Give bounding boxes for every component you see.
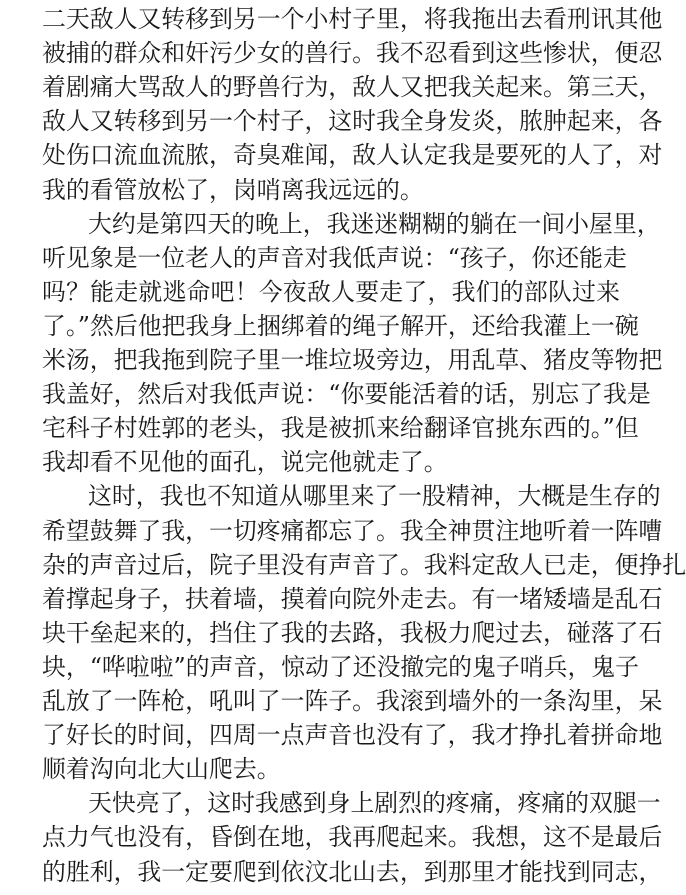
- text-line: 我的看管放松了，岗哨离我远远的。: [42, 175, 424, 204]
- text-line: 敌人又转移到另一个村子，这时我全身发炎，脓肿起来，各: [42, 107, 663, 136]
- text-line: 我盖好，然后对我低声说：“你要能活着的话，别忘了我是: [42, 380, 651, 409]
- paragraph-start-line: 天快亮了，这时我感到身上剧烈的疼痛，疼痛的双腿一: [88, 789, 661, 818]
- text-line: 点力气也没有，昏倒在地，我再爬起来。我想，这不是最后: [42, 823, 663, 852]
- text-line: 块，“哗啦啦”的声音，惊动了还没撤完的鬼子哨兵，鬼子: [42, 652, 640, 681]
- text-line: 乱放了一阵枪，吼叫了一阵子。我滚到墙外的一条沟里，呆: [42, 687, 663, 715]
- text-line: 处伤口流血流脓，奇臭难闻，敌人认定我是要死的人了，对: [42, 141, 663, 170]
- text-line: 我却看不见他的面孔，说完他就走了。: [42, 448, 448, 477]
- text-line: 块干垒起来的，挡住了我的去路，我极力爬过去，碰落了石: [42, 618, 663, 647]
- text-line: 被捕的群众和奸污少女的兽行。我不忍看到这些惨状，便忍: [42, 39, 663, 68]
- text-line: 听见象是一位老人的声音对我低声说：“孩子，你还能走: [42, 243, 627, 272]
- text-line: 着撑起身子，扶着墙，摸着向院外走去。有一堵矮墙是乱石: [42, 584, 663, 613]
- text-line: 的胜利，我一定要爬到依汶北山去，到那里才能找到同志，: [42, 857, 663, 886]
- text-line: 着剧痛大骂敌人的野兽行为，敌人又把我关起来。第三天，: [42, 73, 663, 102]
- text-line: 吗？能走就逃命吧！今夜敌人要走了，我们的部队过来: [42, 277, 620, 306]
- paragraph-start-line: 大约是第四天的晚上，我迷迷糊糊的躺在一间小屋里，: [88, 209, 661, 238]
- text-line: 杂的声音过后，院子里没有声音了。我料定敌人已走，便挣扎: [42, 550, 686, 579]
- text-line: 了。”然后他把我身上捆绑着的绳子解开，还给我灌上一碗: [42, 311, 639, 340]
- text-line: 希望鼓舞了我，一切疼痛都忘了。我全神贯注地听着一阵嘈: [42, 516, 663, 545]
- text-line: 米汤，把我拖到院子里一堆垃圾旁边，用乱草、猪皮等物把: [42, 346, 663, 374]
- text-line: 顺着沟向北大山爬去。: [42, 755, 281, 784]
- text-line: 宅科子村姓郭的老头，我是被抓来给翻译官挑东西的。”但: [42, 414, 639, 443]
- paragraph-start-line: 这时，我也不知道从哪里来了一股精神，大概是生存的: [88, 482, 661, 511]
- text-line: 二天敌人又转移到另一个小村子里，将我拖出去看刑讯其他: [42, 5, 663, 33]
- text-line: 了好长的时间，四周一点声音也没有了，我才挣扎着拼命地: [42, 721, 663, 750]
